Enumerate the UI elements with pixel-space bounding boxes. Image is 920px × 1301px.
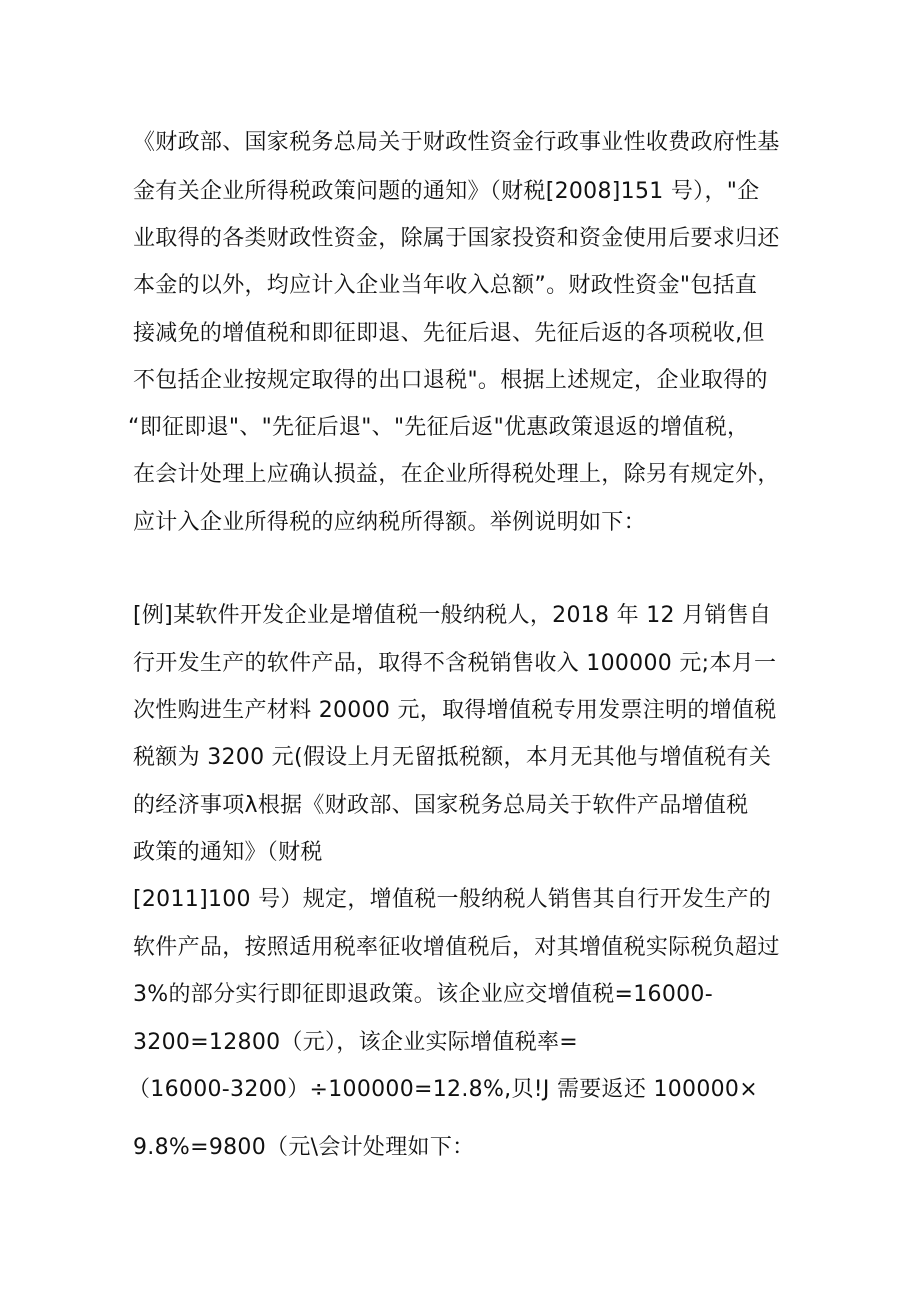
paragraph2-line-6: 政策的通知》（财税 xyxy=(133,840,323,865)
paragraph1-line-8: 在会计处理上应确认损益，在企业所得税处理上，除另有规定外， xyxy=(133,462,780,487)
paragraph1-line-2: 金有关企业所得税政策问题的通知》（财税[2008]151 号），"企 xyxy=(133,179,760,204)
paragraph1-line-6: 不包括企业按规定取得的出口退税"。根据上述规定，企业取得的 xyxy=(133,368,768,393)
paragraph2-line-4: 税额为 3200 元(假设上月无留抵税额，本月无其他与增值税有关 xyxy=(133,745,772,770)
paragraph2-line-1: [例]某软件开发企业是增值税一般纳税人，2018 年 12 月销售自 xyxy=(133,603,772,628)
paragraph2-line-10: 3200=12800（元），该企业实际增值税率= xyxy=(133,1030,579,1055)
paragraph2-line-11: （16000-3200）÷100000=12.8%,贝!J 需要返还 100000× xyxy=(128,1077,758,1102)
paragraph1-line-5: 接减免的增值税和即征即退、先征后退、先征后返的各项税收,但 xyxy=(133,321,765,346)
paragraph2-line-2: 行开发生产的软件产品，取得不含税销售收入 100000 元;本月一 xyxy=(133,651,777,676)
paragraph1-line-1: 《财政部、国家税务总局关于财政性资金行政事业性收费政府性基 xyxy=(133,130,780,155)
paragraph2-line-12: 9.8%=9800（元\会计处理如下： xyxy=(133,1135,475,1160)
paragraph2-line-9: 3%的部分实行即征即退政策。该企业应交增值税=16000- xyxy=(133,982,713,1007)
paragraph1-line-4: 本金的以外，均应计入企业当年收入总额”。财政性资金"包括直 xyxy=(133,273,758,298)
paragraph2-line-5: 的经济事项λ根据《财政部、国家税务总局关于软件产品增值税 xyxy=(133,793,749,818)
paragraph1-line-7: “即征即退"、"先征后退"、"先征后返"优惠政策退返的增值税， xyxy=(128,415,750,440)
paragraph2-line-3: 次性购进生产材料 20000 元，取得增值税专用发票注明的增值税 xyxy=(133,698,777,723)
paragraph1-line-9: 应计入企业所得税的应纳税所得额。举例说明如下： xyxy=(133,510,646,535)
paragraph2-line-8: 软件产品，按照适用税率征收增值税后，对其增值税实际税负超过 xyxy=(133,935,780,960)
paragraph2-line-7: [2011]100 号）规定，增值税一般纳税人销售其自行开发生产的 xyxy=(133,887,772,912)
paragraph1-line-3: 业取得的各类财政性资金，除属于国家投资和资金使用后要求归还 xyxy=(133,226,780,251)
